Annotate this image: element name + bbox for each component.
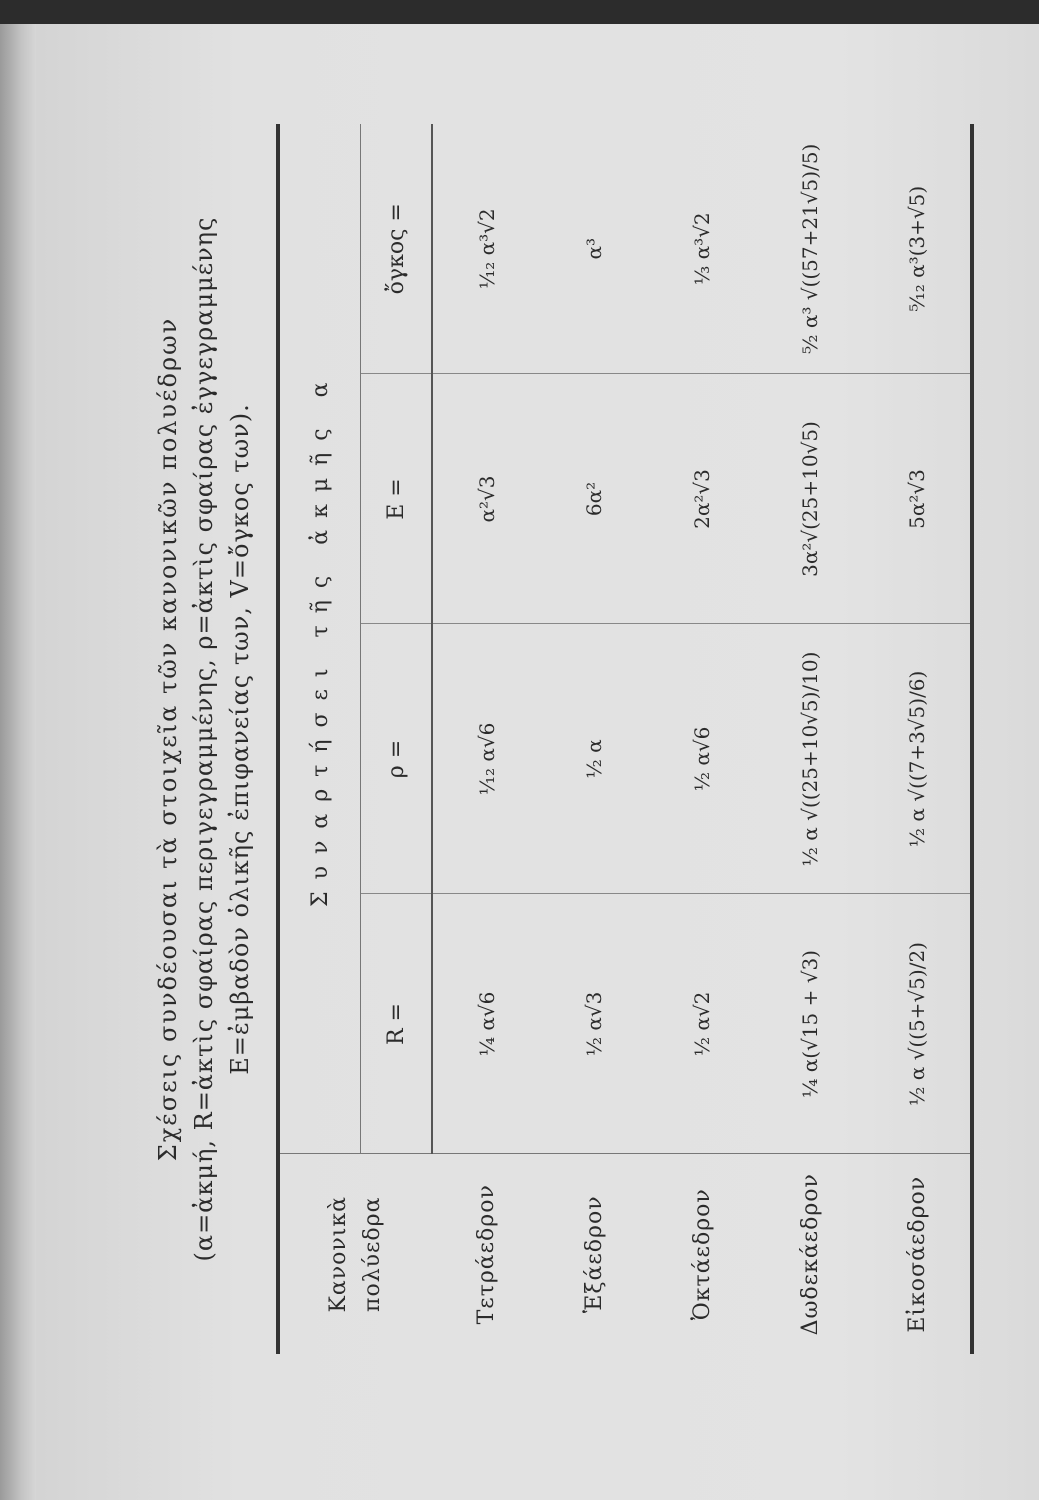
cell-volume: ⁵⁄₂ α³ √((57+21√5)/5)	[798, 143, 822, 354]
col-header-R: R =	[361, 894, 433, 1154]
table-row	[432, 124, 540, 1354]
col-header-E: E =	[361, 374, 433, 624]
cell-R: ¹⁄₂ α√3	[540, 894, 648, 1154]
row-name-tetrahedron: Τετράεδρον	[432, 1154, 540, 1354]
table-row	[540, 124, 648, 1354]
cell-volume: ¹⁄₁₂ α³√2	[474, 208, 499, 290]
caption-legend-1: (α=ἀκμή, R=ἀκτὶς σφαίρας περιγεγραμμένης, ρ=ἀκτὶς σφαίρας ἐγγεγραμμένης	[190, 216, 218, 1262]
cell-volume: ⁵⁄₁₂ α³(3+√5)	[905, 185, 929, 312]
polyhedra-table	[276, 124, 974, 1354]
polyhedra-header-line1: Κανονικὰ	[326, 1195, 351, 1313]
cell-E: 3α²√(25+10√5)	[756, 374, 864, 624]
cell-rho: ¹⁄₂ α √((25+10√5)/10)	[756, 624, 864, 894]
cell-E: 5α²√3	[864, 374, 972, 624]
table-row	[756, 124, 864, 1354]
cell-volume: ¹⁄₃ α³√2	[690, 212, 714, 286]
book-spine-shadow	[0, 24, 36, 1500]
table-caption	[136, 124, 271, 1354]
table-row	[864, 124, 972, 1354]
polyhedra-column-header	[278, 1154, 432, 1354]
cell-rho: ¹⁄₂ α√6	[648, 624, 756, 894]
scan-top-border	[0, 0, 1039, 24]
cell-E: 2α²√3	[648, 374, 756, 624]
cell-R: ¹⁄₄ α√6	[432, 894, 540, 1154]
row-name-dodecahedron: Δωδεκάεδρον	[756, 1154, 864, 1354]
polyhedra-header-line2: πολύεδρα	[360, 1196, 385, 1312]
edge-function-header: Συναρτήσει τῆς ἀκμῆς α	[278, 124, 361, 1154]
row-name-icosahedron: Εἰκοσάεδρον	[864, 1154, 972, 1354]
cell-rho: ¹⁄₁₂ α√6	[432, 624, 540, 894]
cell-rho: ¹⁄₂ α √((7+3√5)/6)	[864, 624, 972, 894]
cell-E: α²√3	[432, 374, 540, 624]
table-row	[648, 124, 756, 1354]
col-header-volume: ὄγκος =	[361, 124, 433, 374]
row-name-hexahedron: Ἑξάεδρον	[540, 1154, 648, 1354]
row-name-octahedron: Ὀκτάεδρον	[648, 1154, 756, 1354]
col-header-rho: ρ =	[361, 624, 433, 894]
cell-rho: ¹⁄₂ α	[540, 624, 648, 894]
rotated-table-block	[136, 124, 966, 1354]
cell-volume: α³	[582, 237, 606, 260]
caption-title: Σχέσεις συνδέουσαι τὰ στοιχεῖα τῶν κανονικῶν πολυέδρων	[154, 316, 182, 1162]
cell-E: 6α²	[540, 374, 648, 624]
cell-R: ¹⁄₄ α(√15 + √3)	[756, 894, 864, 1154]
cell-R: ¹⁄₂ α √((5+√5)/2)	[864, 894, 972, 1154]
caption-legend-2: E=ἐμβαδὸν ὁλικῆς ἐπιφανείας των, V=ὄγκος των).	[226, 403, 254, 1075]
cell-R: ¹⁄₂ α√2	[648, 894, 756, 1154]
book-page	[36, 24, 1039, 1500]
